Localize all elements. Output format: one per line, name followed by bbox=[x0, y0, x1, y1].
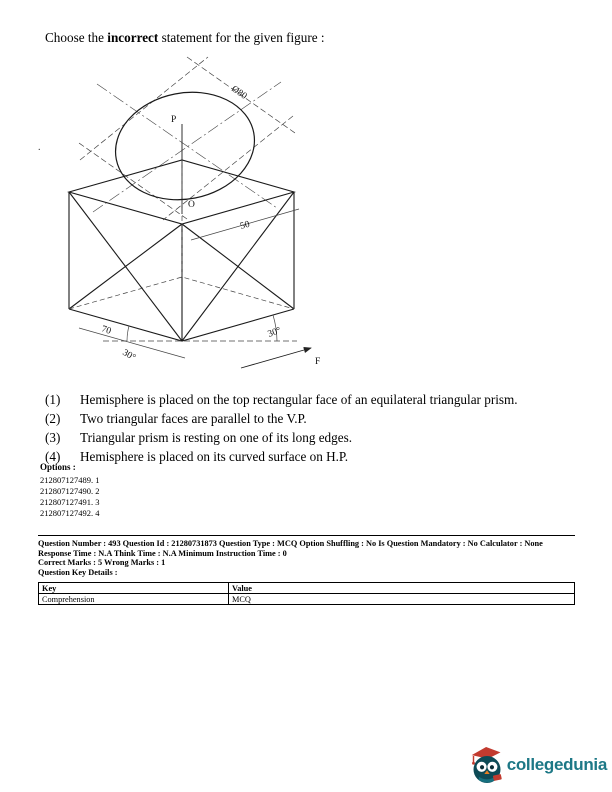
angle-construction bbox=[103, 315, 297, 341]
key-table-header-key: Key bbox=[39, 583, 229, 594]
option-text: Two triangular faces are parallel to the V.P. bbox=[80, 411, 307, 426]
center-lines-icon bbox=[93, 82, 281, 212]
question-prefix: Choose the bbox=[45, 30, 108, 45]
option-row-1 bbox=[45, 390, 580, 409]
key-table-row bbox=[39, 594, 575, 605]
label-point-o: O bbox=[188, 200, 195, 210]
label-diameter: Ø80 bbox=[229, 84, 249, 102]
option-number: (3) bbox=[45, 430, 61, 445]
label-point-f: F bbox=[315, 357, 321, 367]
brand-wordmark: collegedunia bbox=[506, 755, 607, 774]
question-title bbox=[45, 30, 325, 46]
question-bold-word: incorrect bbox=[107, 30, 159, 45]
label-point-p: P bbox=[171, 115, 177, 125]
value-cell: MCQ bbox=[229, 594, 575, 605]
prism-box bbox=[69, 160, 294, 341]
hemisphere-circle bbox=[106, 81, 264, 212]
question-metadata bbox=[38, 535, 575, 578]
question-suffix: statement for the given figure : bbox=[158, 30, 325, 45]
footer-brand bbox=[469, 744, 607, 786]
meta-line-2: Response Time : N.A Think Time : N.A Minimum Instruction Time : 0 bbox=[38, 548, 287, 558]
direction-arrow-icon bbox=[241, 348, 311, 368]
option-id-2: 212807127490. 2 bbox=[40, 486, 100, 496]
option-id-1: 212807127489. 1 bbox=[40, 475, 100, 485]
option-number: (4) bbox=[45, 449, 61, 464]
figure-container bbox=[45, 56, 350, 386]
label-height-50: 50 bbox=[239, 219, 251, 232]
key-table-header-row bbox=[39, 583, 575, 594]
label-angle-right: 30° bbox=[266, 325, 283, 340]
owl-mascot-icon bbox=[469, 744, 505, 786]
option-text: Triangular prism is resting on one of its long edges. bbox=[80, 430, 353, 445]
option-text: Hemisphere is placed on its curved surface on H.P. bbox=[80, 449, 349, 464]
option-row-3 bbox=[45, 428, 580, 447]
label-angle-left: 30° bbox=[120, 347, 138, 364]
meta-line-4: Question Key Details : bbox=[38, 568, 118, 578]
option-row-2 bbox=[45, 409, 580, 428]
options-id-block bbox=[40, 462, 100, 519]
option-number: (2) bbox=[45, 411, 61, 426]
options-heading: Options : bbox=[40, 462, 76, 472]
figure-drawing bbox=[45, 56, 350, 386]
meta-line-3: Correct Marks : 5 Wrong Marks : 1 bbox=[38, 558, 166, 568]
label-length-70: 70 bbox=[100, 324, 113, 337]
construction-parallelogram bbox=[79, 57, 295, 220]
key-table-header-value: Value bbox=[229, 583, 575, 594]
options-list bbox=[45, 390, 580, 466]
meta-line-1: Question Number : 493 Question Id : 21280731873 Question Type : MCQ Option Shuffling : No Is Question Mandatory : No Calculator : None bbox=[38, 539, 543, 548]
figure-labels bbox=[100, 84, 320, 367]
option-row-4 bbox=[45, 447, 580, 466]
option-number: (1) bbox=[45, 392, 61, 407]
option-text: Hemisphere is placed on the top rectangular face of an equilateral triangular prism. bbox=[80, 392, 518, 407]
option-id-4: 212807127492. 4 bbox=[40, 508, 100, 518]
key-cell: Comprehension bbox=[39, 594, 229, 605]
option-id-3: 212807127491. 3 bbox=[40, 497, 100, 507]
stray-mark: . bbox=[38, 142, 41, 153]
question-key-table bbox=[38, 582, 575, 605]
